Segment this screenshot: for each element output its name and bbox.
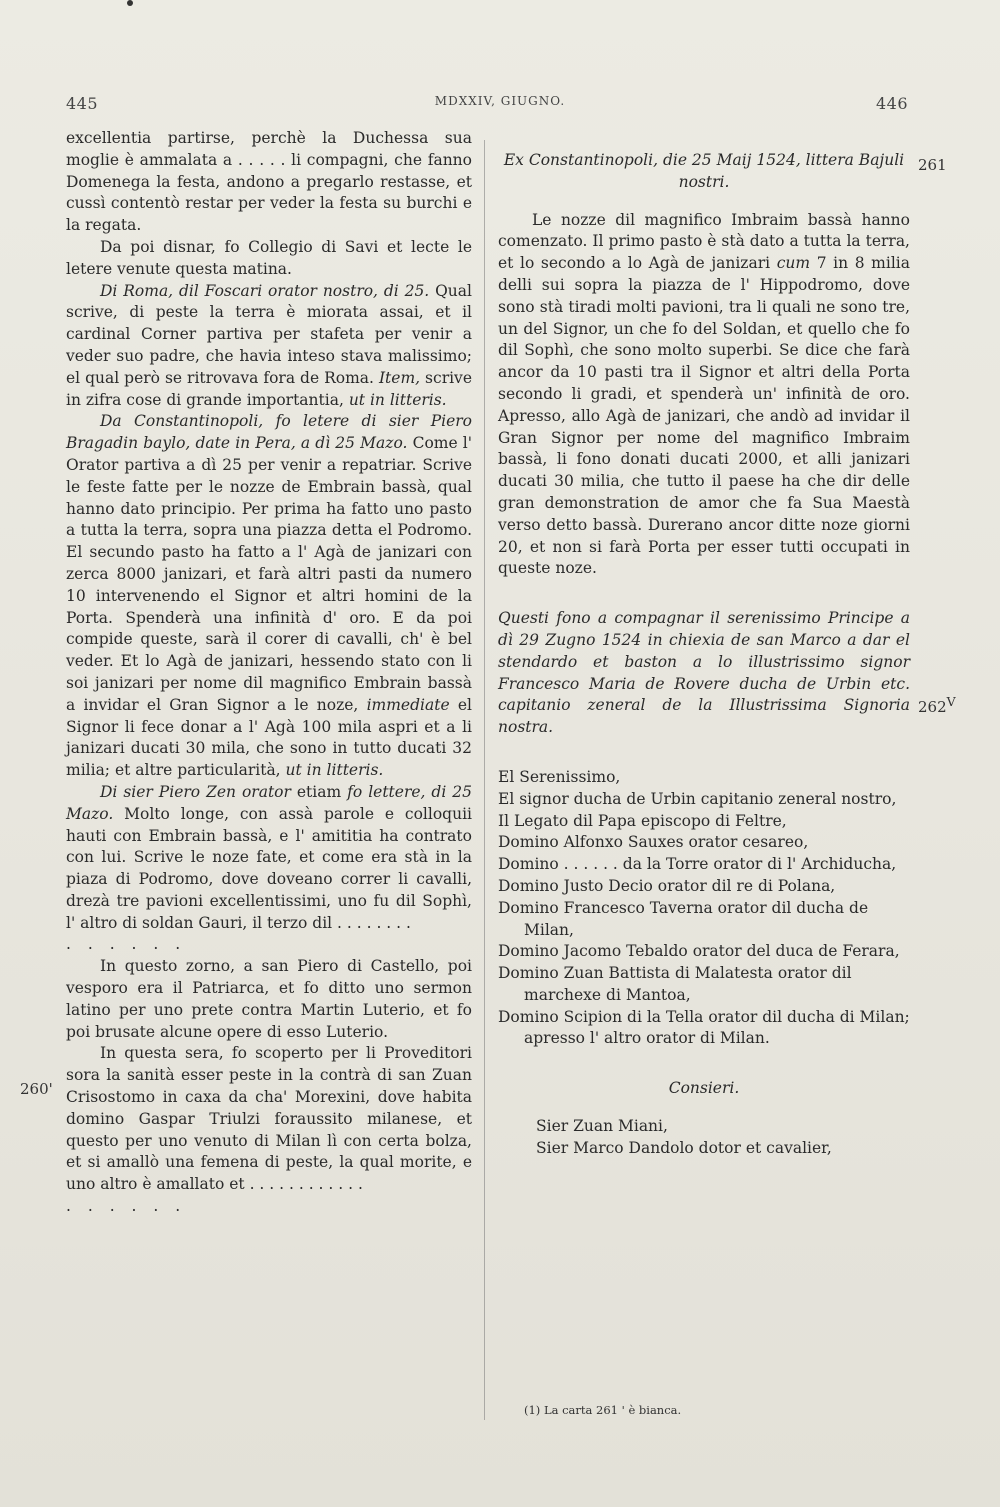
ellipsis-line: . . . . . . [66,1197,187,1216]
running-header: MDXXIV, GIUGNO. [434,94,566,108]
text-run: Molto longe, con assà parole e colloquii hauti con Embrain bassà, e l' amititia ha contrato con lui. Scrive le noze fate, et come era stà in la piaza di Podromo, dove doveano correr li cavalli, drezà tre pavioni excellentissimi, uno fu dil Sophì, l' altro di soldan Gauri, il terzo dil . . . . . . . . [66,804,472,932]
margin-number: 261 [918,156,947,174]
italic-run: ut in litteris. [285,761,384,780]
text-run: etiam [290,782,348,801]
paragraph [66,782,472,935]
list-item: Domino Justo Decio orator dil re di Polana, [498,876,836,895]
list-item: Domino Jacomo Tebaldo orator del duca de Ferara, [498,942,900,961]
section-heading: Ex Constantinopoli, die 25 Maij 1524, littera Bajuli nostri. [503,151,905,191]
italic-heading: Di sier Piero Zen orator [100,782,291,801]
right-column [498,150,910,1160]
list-item: Domino Scipion di la Tella orator dil ducha di Milan; apresso l' altro orator di Milan. [498,1007,910,1048]
left-page-number: 445 [66,94,99,113]
footnote: (1) La carta 261 ' è bianca. [524,1403,682,1417]
attendee-list [498,767,910,1050]
paragraph: Da poi disnar, fo Collegio di Savi et lecte le letere venute questa matina. [66,237,472,278]
list-item: Domino . . . . . . da la Torre orator di l' Archiducha, [498,855,897,874]
list-item: Sier Zuan Miani, [536,1117,668,1136]
paragraph: excellentia partirse, perchè la Duchessa sua moglie è ammalata a . . . . . li compagni, che fanno Domenega la festa, andono a pregarlo restasse, et cussì contentò restar per veder la festa su burchi e la regata. [66,129,472,235]
list-item: El Serenissimo, [498,767,621,786]
text-run: scrive in zifra cose di grande importantia, [66,368,472,409]
margin-number-sup: V [946,694,956,709]
right-page-number: 446 [875,94,908,113]
margin-number [918,694,956,716]
text-run: 7 in 8 milia delli sui sopra la piazza de l' Hippodromo, dove sono stà tiradi molti pavioni, tra li quali ne sono tre, un del Signor, un che fo del Soldan, et quello che fo dil Sophì, che sono molto superbi. Se dice che farà ancor da 10 pasti tra il Signor et altri della Porta secondo li gradi, et spenderà un' infinità de oro. Apresso, allo Agà de janizari, che andò ad invidar il Gran Signor per nome del magnifico Imbraim bassà, li fono donati ducati 2000, et alli janizari ducati 30 milia, che tutto il paese ha che dir delle gran demonstration de amor che fa Sua Maestà verso detto bassà. Durerano ancor ditte noze giorni 20, et non si farà Porta per esser tutti occupati in queste noze. [498,254,910,578]
list-item: El signor ducha de Urbin capitanio zeneral nostro, [498,789,897,808]
column-divider [484,140,485,1420]
italic-run: cum [776,254,811,273]
section-heading: Questi fono a compagnar il serenissimo Principe a dì 29 Zugno 1524 in chiexia de san Marco a dar el stendardo et baston a lo illustrissimo signor Francesco Maria de Rovere ducha de Urbin etc. capitanio zeneral de la Illustrissima Signoria nostra. [498,609,910,737]
text-run: Le nozze dil magnifico Imbraim bassà hanno comenzato. Il primo pasto è stà dato a tutta la terra, et lo secondo a lo Agà de janizari [498,210,910,273]
list-item: Il Legato dil Papa episcopo di Feltre, [498,811,787,830]
left-column [66,128,472,1218]
list-item: Domino Zuan Battista di Malatesta orator dil marchexe di Mantoa, [498,964,852,1004]
ellipsis-line: . . . . . . [66,935,187,954]
text-run: Come l' Orator partiva a dì 25 per venir a repatriar. Scrive le feste fatte per le nozze de Embrain bassà, qual hanno dato principio. Per prima ha fatto uno pasto a tutta la terra, sopra una piazza detta el Podromo. El secundo pasto ha fatto a l' Agà de janizari con zerca 8000 janizari, et farà altri pasti da numero 10 intervenendo el Signor et altri homini de la Porta. Spenderà una infinità d' oro. E da poi compide queste, sarà il corer di cavalli, ch' è bel veder. Et lo Agà de janizari, hessendo stato con li soi janizari per nome dil magnifico Embrain bassà a invidar el Gran Signor a le noze, [66,434,472,714]
ink-spot [127,0,133,6]
italic-run: ut in litteris. [348,390,447,409]
paragraph [66,411,472,782]
italic-heading: Da Constantinopoli, fo letere di sier Piero Bragadin baylo, date in Pera, a dì 25 Mazo. [66,412,472,453]
list-item: Domino Alfonxo Sauxes orator cesareo, [498,833,809,852]
section-heading: Consieri. [668,1079,740,1098]
margin-number-text: 262 [918,698,947,716]
paragraph [66,281,472,412]
italic-heading: Di Roma, dil Foscari orator nostro, di 25. [100,281,430,300]
paragraph [498,210,910,581]
list-item: Sier Marco Dandolo dotor et cavalier, [536,1138,832,1157]
margin-number: 260' [20,1080,53,1098]
italic-run: immediate [366,695,450,714]
list-item: Domino Francesco Taverna orator dil ducha de Milan, [498,898,869,939]
italic-run: Item, [378,368,421,387]
paragraph: In questa sera, fo scoperto per li Proveditori sora la sanità esser peste in la contrà di san Zuan Crisostomo in caxa da cha' Morexini, dove habita domino Gaspar Triulzi foraussito milanese, et questo per uno venuto di Milan lì con certa bolza, et si amallò una femena di peste, la qual morite, e uno altro è amallato et . . . . . . . . . . . . [66,1044,472,1194]
text-run: el Signor li fece donar a l' Agà 100 mila aspri et a li janizari ducati 30 mila, che sono in tutto ducati 32 milia; et altre particularità, [66,695,472,780]
text-run: Qual scrive, di peste la terra è miorata assai, et il cardinal Corner partiva per stafeta per venir a veder suo padre, che havia inteso stava malissimo; el qual però se ritrovava fora de Roma. [66,281,472,387]
paragraph: In questo zorno, a san Piero di Castello, poi vesporo era il Patriarca, et fo ditto uno sermon latino per uno prete contra Martin Luterio, et fo poi brusate alcune opere di esso Luterio. [66,957,472,1041]
italic-run: fo lettere, di 25 Mazo. [66,782,472,823]
